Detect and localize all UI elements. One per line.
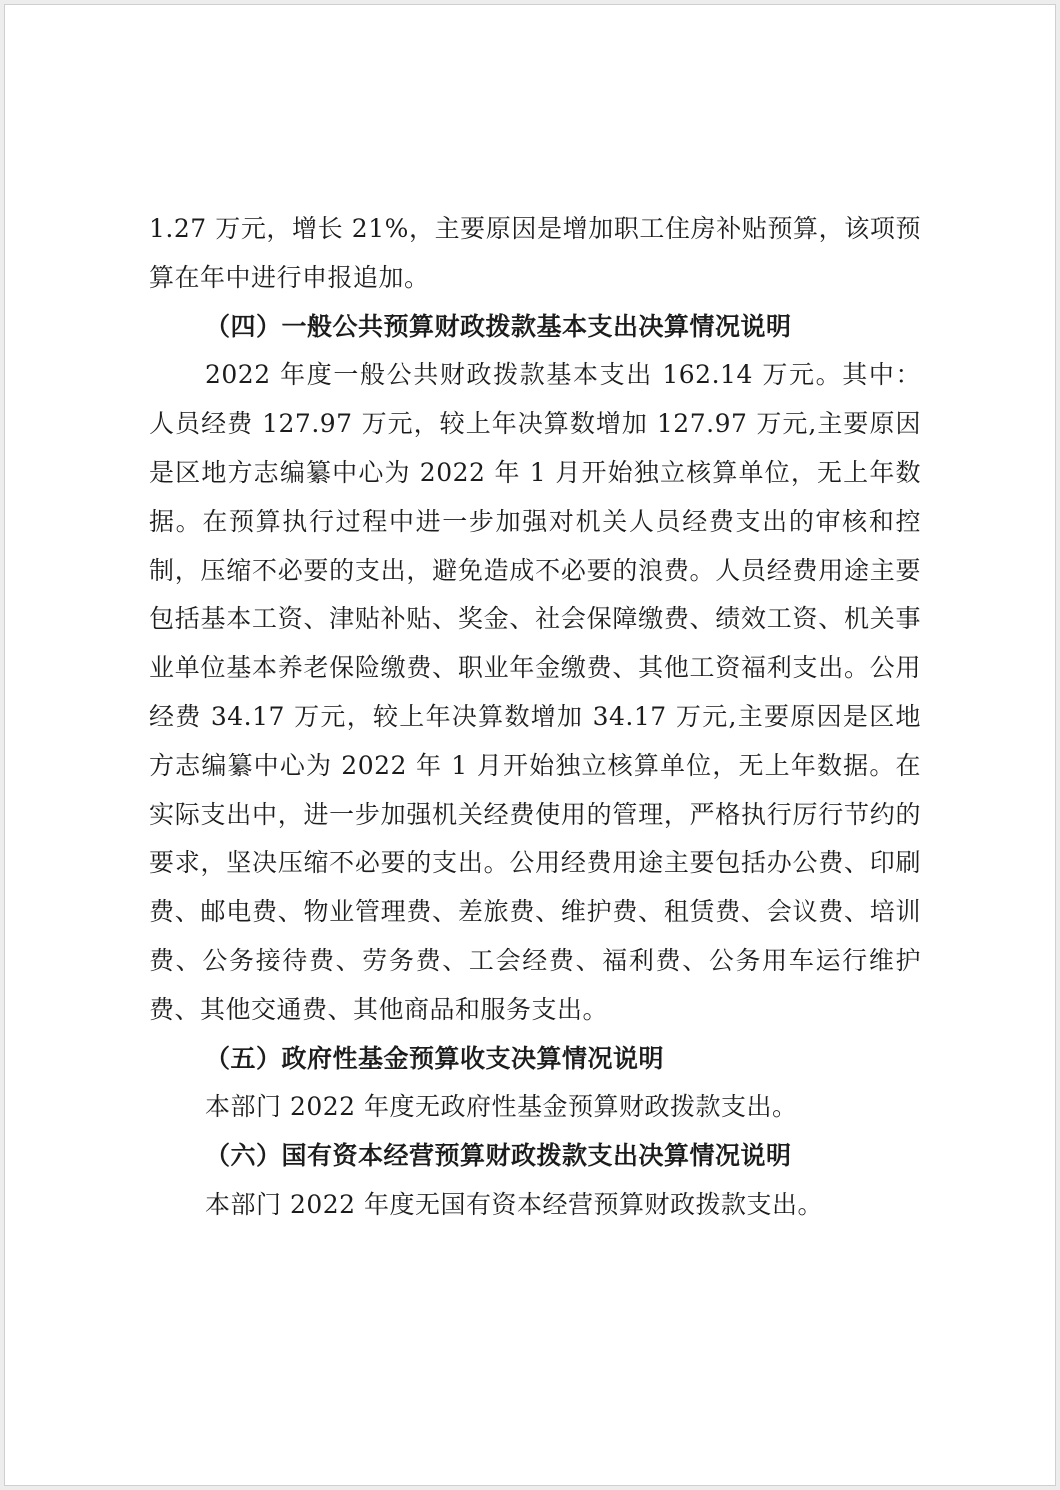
paragraph-state-capital: 本部门 2022 年度无国有资本经营预算财政拨款支出。 (205, 1189, 824, 1219)
document-body (149, 205, 921, 1230)
paragraph-continuation: 1.27 万元，增长 21%，主要原因是增加职工住房补贴预算，该项预算在年中进行申报追加。 (149, 214, 921, 292)
section-heading-5: （五）政府性基金预算收支决算情况说明 (205, 1043, 665, 1073)
section-heading-6: （六）国有资本经营预算财政拨款支出决算情况说明 (205, 1141, 792, 1171)
section-heading-4: （四）一般公共预算财政拨款基本支出决算情况说明 (205, 311, 792, 341)
document-page (4, 4, 1056, 1486)
paragraph-basic-expenditure: 2022 年度一般公共财政拨款基本支出 162.14 万元。其中：人员经费 127.97 万元，较上年决算数增加 127.97 万元,主要原因是区地方志编纂中心为 2022 年 1 月开始独立核算单位，无上年数据。在预算执行过程中进一步加强对机关人员经费支出的审核和控制，压缩不必要的支出，避免造成不必要的浪费。人员经费用途主要包括基本工资、津贴补贴、奖金、社会保障缴费、绩效工资、机关事业单位基本养老保险缴费、职业年金缴费、其他工资福利支出。公用经费 34.17 万元，较上年决算数增加 34.17 万元,主要原因是区地方志编纂中心为 2022 年 1 月开始独立核算单位，无上年数据。在实际支出中，进一步加强机关经费使用的管理，严格执行厉行节约的要求，坚决压缩不必要的支出。公用经费用途主要包括办公费、印刷费、邮电费、物业管理费、差旅费、维护费、租赁费、会议费、培训费、公务接待费、劳务费、工会经费、福利费、公务用车运行维护费、其他交通费、其他商品和服务支出。 (149, 360, 921, 1024)
paragraph-government-fund: 本部门 2022 年度无政府性基金预算财政拨款支出。 (205, 1092, 798, 1122)
